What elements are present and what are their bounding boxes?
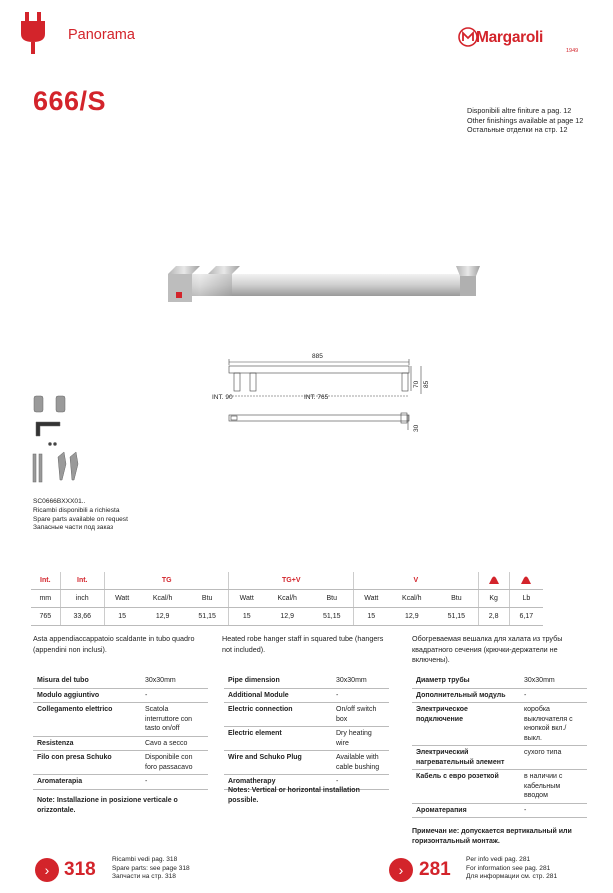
unit-cell: Btu <box>310 590 353 608</box>
table-row <box>224 727 389 751</box>
note-it: Note: Installazione in posizione verticale o orizzontale. <box>37 797 178 814</box>
value-cell: 15 <box>229 608 264 626</box>
brand-name: Margaroli <box>476 29 544 46</box>
table-row <box>33 703 208 737</box>
value-cell: 33,66 <box>60 608 104 626</box>
header-cell-weight-lb <box>509 572 543 590</box>
finishings-note <box>467 106 607 135</box>
dim-int: INT. 765 <box>304 394 329 401</box>
spec-key: Дополнительный модуль <box>412 688 520 703</box>
spec-key: Additional Module <box>224 688 332 703</box>
spec-value: 30x30mm <box>520 674 587 688</box>
footer-line: Ricambi vedi pag. 318 <box>112 856 178 863</box>
header-cell: TG <box>104 572 229 590</box>
dim-depth: 30 <box>413 424 420 432</box>
spec-key: Электрический нагревательный элемент <box>412 746 520 770</box>
table-row <box>224 674 389 688</box>
spec-value: - <box>141 688 208 703</box>
finishings-line: Disponibili altre finiture a pag. 12 <box>467 106 572 115</box>
table-row <box>412 688 587 703</box>
spec-key: Pipe dimension <box>224 674 332 688</box>
spec-value: в наличии с кабельным вводом <box>520 770 587 804</box>
brand-year: 1949 <box>566 48 579 54</box>
spec-key: Aromaterapia <box>33 775 141 790</box>
spec-value: - <box>520 688 587 703</box>
value-cell: 2,8 <box>478 608 509 626</box>
value-cell: 765 <box>31 608 60 626</box>
unit-cell: Kg <box>478 590 509 608</box>
spec-value: Scatola interruttore con tasto on/off <box>141 703 208 737</box>
unit-cell: Watt <box>229 590 264 608</box>
table-row <box>31 590 543 608</box>
info-ref <box>466 856 557 882</box>
spec-key: Filo con presa Schuko <box>33 751 141 775</box>
finishings-line: Остальные отделки на стр. 12 <box>467 125 568 134</box>
spec-value: коробка выключателя с кнопкой вкл./выкл. <box>520 703 587 746</box>
unit-cell: mm <box>31 590 60 608</box>
table-row <box>33 736 208 751</box>
table-row <box>31 608 543 626</box>
header-cell: V <box>354 572 479 590</box>
table-row <box>412 703 587 746</box>
spec-key: Электрическое подключение <box>412 703 520 746</box>
value-cell: 15 <box>104 608 139 626</box>
weight-icon <box>520 575 532 585</box>
value-cell: 6,17 <box>509 608 543 626</box>
spec-key: Диаметр трубы <box>412 674 520 688</box>
spare-parts-note <box>33 507 128 533</box>
spec-value: - <box>141 775 208 790</box>
spec-value: On/off switch box <box>332 703 389 727</box>
spec-value: Available with cable bushing <box>332 751 389 775</box>
spare-parts-line: Запасные части под заказ <box>33 524 114 532</box>
header-cell: Int. <box>60 572 104 590</box>
value-cell: 12,9 <box>264 608 311 626</box>
description-en: Heated robe hanger staff in squared tube (hangers not included). <box>222 634 384 654</box>
value-cell: 12,9 <box>389 608 436 626</box>
note-ru: Примечан ие: допускается вертикальный или горизонтальный монтаж. <box>412 828 572 845</box>
unit-cell: Kcal/h <box>139 590 186 608</box>
table-row <box>412 770 587 804</box>
value-cell: 15 <box>354 608 389 626</box>
table-row <box>33 688 208 703</box>
spec-key: Electric element <box>224 727 332 751</box>
spec-value: сухого типа <box>520 746 587 770</box>
header-cell: Int. <box>31 572 60 590</box>
table-row <box>412 674 587 688</box>
margaroli-logo-icon <box>458 27 478 47</box>
footer-line: Per info vedi pag. 281 <box>466 856 531 863</box>
table-row <box>33 775 208 790</box>
header-cell-weight-kg <box>478 572 509 590</box>
section-title: Panorama <box>68 27 135 43</box>
weight-icon <box>488 575 500 585</box>
unit-cell: Kcal/h <box>264 590 311 608</box>
footer-line: Spare parts: see page 318 <box>112 864 190 872</box>
dim-left: INT. 90 <box>212 394 233 401</box>
spec-key: Aromatherapy <box>224 775 332 790</box>
description-ru: Обогреваемая вешалка для халата из трубы квадратного сечения (крючки-держатели не включены). <box>412 634 563 664</box>
spec-table-it <box>33 674 208 790</box>
arrow-right-icon[interactable]: › <box>389 858 413 882</box>
spec-table-ru <box>412 674 587 818</box>
table-row <box>224 688 389 703</box>
model-code: 666/S <box>33 86 107 116</box>
footer-line: Запчасти на стр. 318 <box>112 873 176 881</box>
spec-key: Resistenza <box>33 736 141 751</box>
footer-line: For information see pag. 281 <box>466 864 551 872</box>
spare-parts-page-link[interactable]: 318 <box>64 859 96 880</box>
table-row <box>33 674 208 688</box>
dim-height-b: 85 <box>423 380 430 388</box>
spec-key: Collegamento elettrico <box>33 703 141 737</box>
spec-key: Аромaтерапия <box>412 803 520 818</box>
value-cell: 51,15 <box>186 608 229 626</box>
spec-value: Cavo a secco <box>141 736 208 751</box>
plug-icon <box>18 12 52 54</box>
table-row <box>224 751 389 775</box>
spare-parts-line: Ricambi disponibili a richiesta <box>33 507 120 514</box>
description-it: Asta appendiaccappatoio scaldante in tubo quadro (appendini non inclusi). <box>33 634 195 654</box>
table-row <box>33 751 208 775</box>
footer-line: Для информации см. стр. 281 <box>466 873 558 881</box>
value-cell: 51,15 <box>435 608 478 626</box>
spec-key: Misura del tubo <box>33 674 141 688</box>
spec-value: - <box>332 775 389 790</box>
table-row <box>224 703 389 727</box>
table-row <box>412 803 587 818</box>
spec-key: Wire and Schuko Plug <box>224 751 332 775</box>
spare-parts-ref <box>112 856 190 882</box>
spec-value: Disponibile con foro passacavo <box>141 751 208 775</box>
dim-height-a: 70 <box>413 380 420 388</box>
table-row <box>31 572 543 590</box>
spec-key: Кабель с евро розеткой <box>412 770 520 804</box>
spec-value: - <box>332 688 389 703</box>
unit-cell: Kcal/h <box>389 590 436 608</box>
unit-cell: Lb <box>509 590 543 608</box>
spec-value: - <box>520 803 587 818</box>
spec-table-en <box>224 674 389 790</box>
spec-key: Modulo aggiuntivo <box>33 688 141 703</box>
product-photo <box>160 262 490 307</box>
spec-key: Electric connection <box>224 703 332 727</box>
dim-total: 885 <box>312 353 323 360</box>
spec-value: Dry heating wire <box>332 727 389 751</box>
note-en: Notes: Vertical or horizontal installation possible. <box>228 787 360 804</box>
unit-cell: inch <box>60 590 104 608</box>
spare-parts-line: Spare parts available on request <box>33 515 128 523</box>
unit-cell: Watt <box>354 590 389 608</box>
value-cell: 12,9 <box>139 608 186 626</box>
spare-parts-code: SC0666BXXX01.. <box>33 498 86 505</box>
unit-cell: Btu <box>186 590 229 608</box>
spec-value: 30x30mm <box>141 674 208 688</box>
info-page-link[interactable]: 281 <box>419 859 451 880</box>
unit-cell: Watt <box>104 590 139 608</box>
technical-drawing <box>212 346 437 436</box>
spare-parts-image <box>28 392 83 487</box>
arrow-right-icon[interactable]: › <box>35 858 59 882</box>
header-cell: TG+V <box>229 572 354 590</box>
performance-table <box>31 572 543 626</box>
spec-value: 30x30mm <box>332 674 389 688</box>
finishings-line: Other finishings available at page 12 <box>467 115 584 125</box>
value-cell: 51,15 <box>310 608 353 626</box>
table-row <box>412 746 587 770</box>
unit-cell: Btu <box>435 590 478 608</box>
